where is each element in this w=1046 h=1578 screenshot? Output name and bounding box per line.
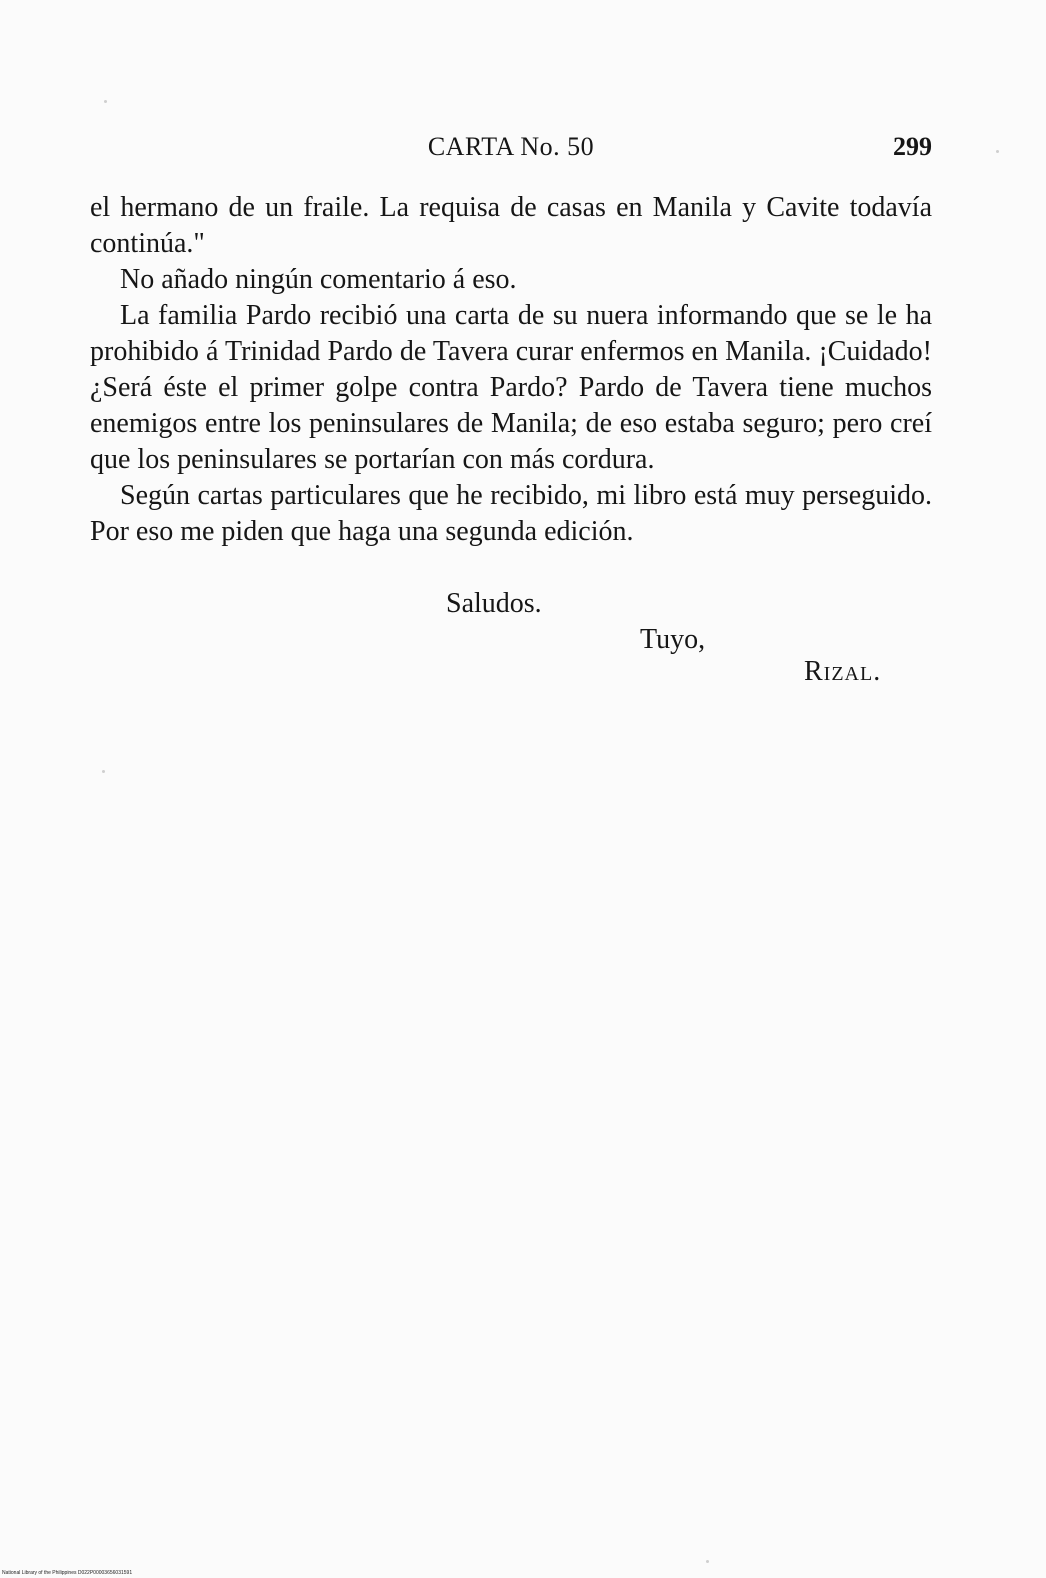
running-head — [90, 132, 932, 172]
paper-speck — [706, 1560, 709, 1563]
paper-speck — [104, 100, 107, 103]
body-text — [90, 190, 932, 550]
signature: Rizal. — [804, 656, 882, 687]
running-title: CARTA No. 50 — [427, 132, 595, 161]
page-number: 299 — [893, 132, 932, 161]
paragraph: No añado ningún comentario á eso. — [120, 264, 517, 295]
closing-greeting: Saludos. — [446, 588, 542, 619]
paragraph: La familia Pardo recibió una carta de su nuera informando que se le ha prohibido á Trinidad Pardo de Tavera curar enfermos en Manila. ¡Cuidado! ¿Será éste el primer golpe contra Pardo? Pardo de Tavera tiene muchos enemigos entre los peninsulares de Manila; de eso estaba seguro; pero creí que los peninsulares se portarían con más cordura. — [90, 300, 932, 475]
closing-valediction: Tuyo, — [640, 624, 706, 655]
scan-source-note: National Library of the Philippines D022P00003656031591 — [2, 1570, 133, 1576]
paper-speck — [996, 150, 999, 153]
paragraph-continuation: el hermano de un fraile. La requisa de casas en Manila y Cavite todavía continúa." — [90, 192, 932, 259]
paragraph: Según cartas particulares que he recibido, mi libro está muy perseguido. Por eso me piden que haga una segunda edición. — [90, 480, 932, 547]
paper-speck — [102, 770, 105, 773]
